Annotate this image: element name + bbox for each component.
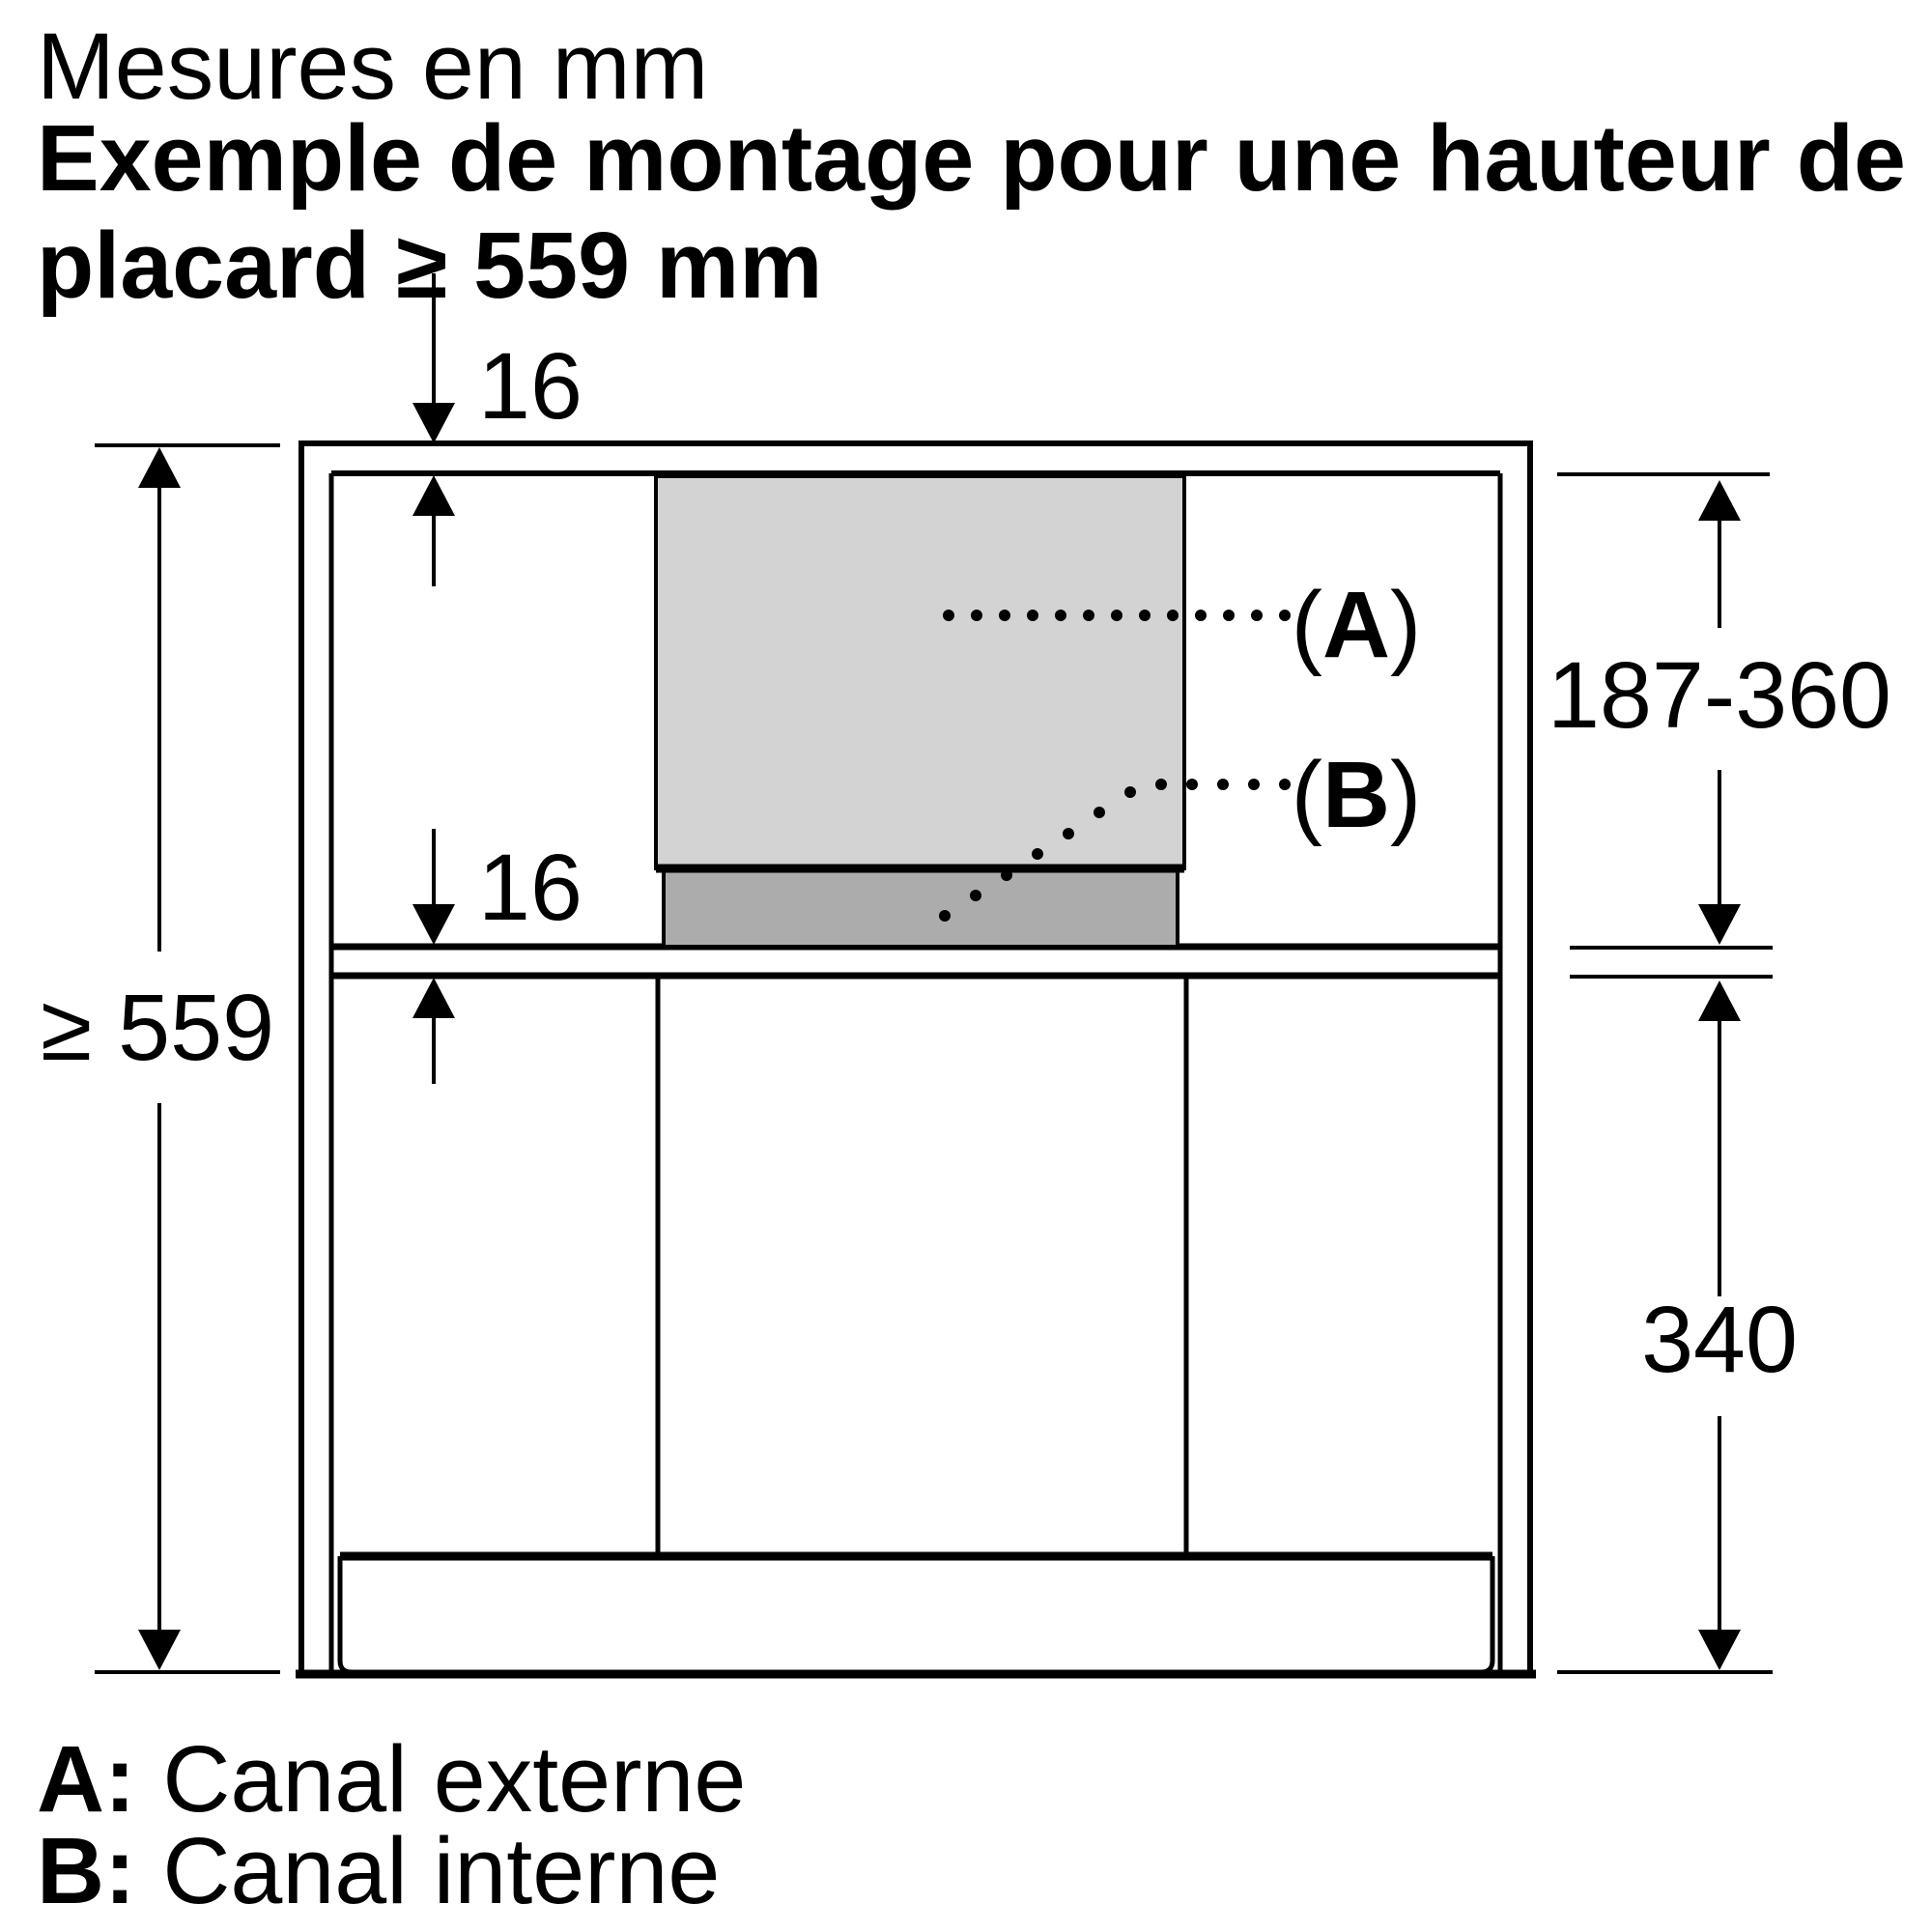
legend [37,1726,746,1923]
arrow-up-icon [1698,980,1741,1021]
dim-lower-compartment [1557,980,1798,1672]
label-canal-externe: (A) [1291,572,1422,677]
label-canal-interne: (B) [1291,742,1422,847]
dim-value-shelf-16: 16 [478,835,582,940]
arrow-up-icon [412,978,455,1018]
arrow-down-icon [412,403,455,443]
dim-duct-range [1548,474,1891,977]
arrow-down-icon [138,1630,181,1670]
arrow-down-icon [1698,904,1741,945]
outer-duct-rect [656,476,1184,868]
dim-shelf [412,829,582,1084]
hood-bottom-panel [340,1556,1492,1672]
arrow-up-icon [412,475,455,516]
legend-line-a: A: Canal externe [37,1726,747,1832]
arrow-up-icon [1698,480,1741,521]
dim-value-lower: 340 [1641,1287,1798,1392]
ducts [656,476,1184,947]
arrow-down-icon [412,904,455,945]
dim-top-panel [412,273,582,586]
arrow-up-icon [138,447,181,488]
title-block [37,14,1906,318]
title-line-3: placard ≥ 559 mm [37,213,823,318]
inner-duct-rect [664,868,1178,947]
dim-value-top-16: 16 [478,333,582,439]
dim-cabinet-height [41,445,280,1672]
legend-line-b: B: Canal interne [37,1818,721,1923]
title-units: Mesures en mm [37,14,709,119]
dim-value-range: 187-360 [1548,642,1891,748]
dim-value-height: ≥ 559 [40,975,275,1080]
arrow-down-icon [1698,1630,1741,1670]
title-line-2: Exemple de montage pour une hauteur de [37,105,1906,211]
